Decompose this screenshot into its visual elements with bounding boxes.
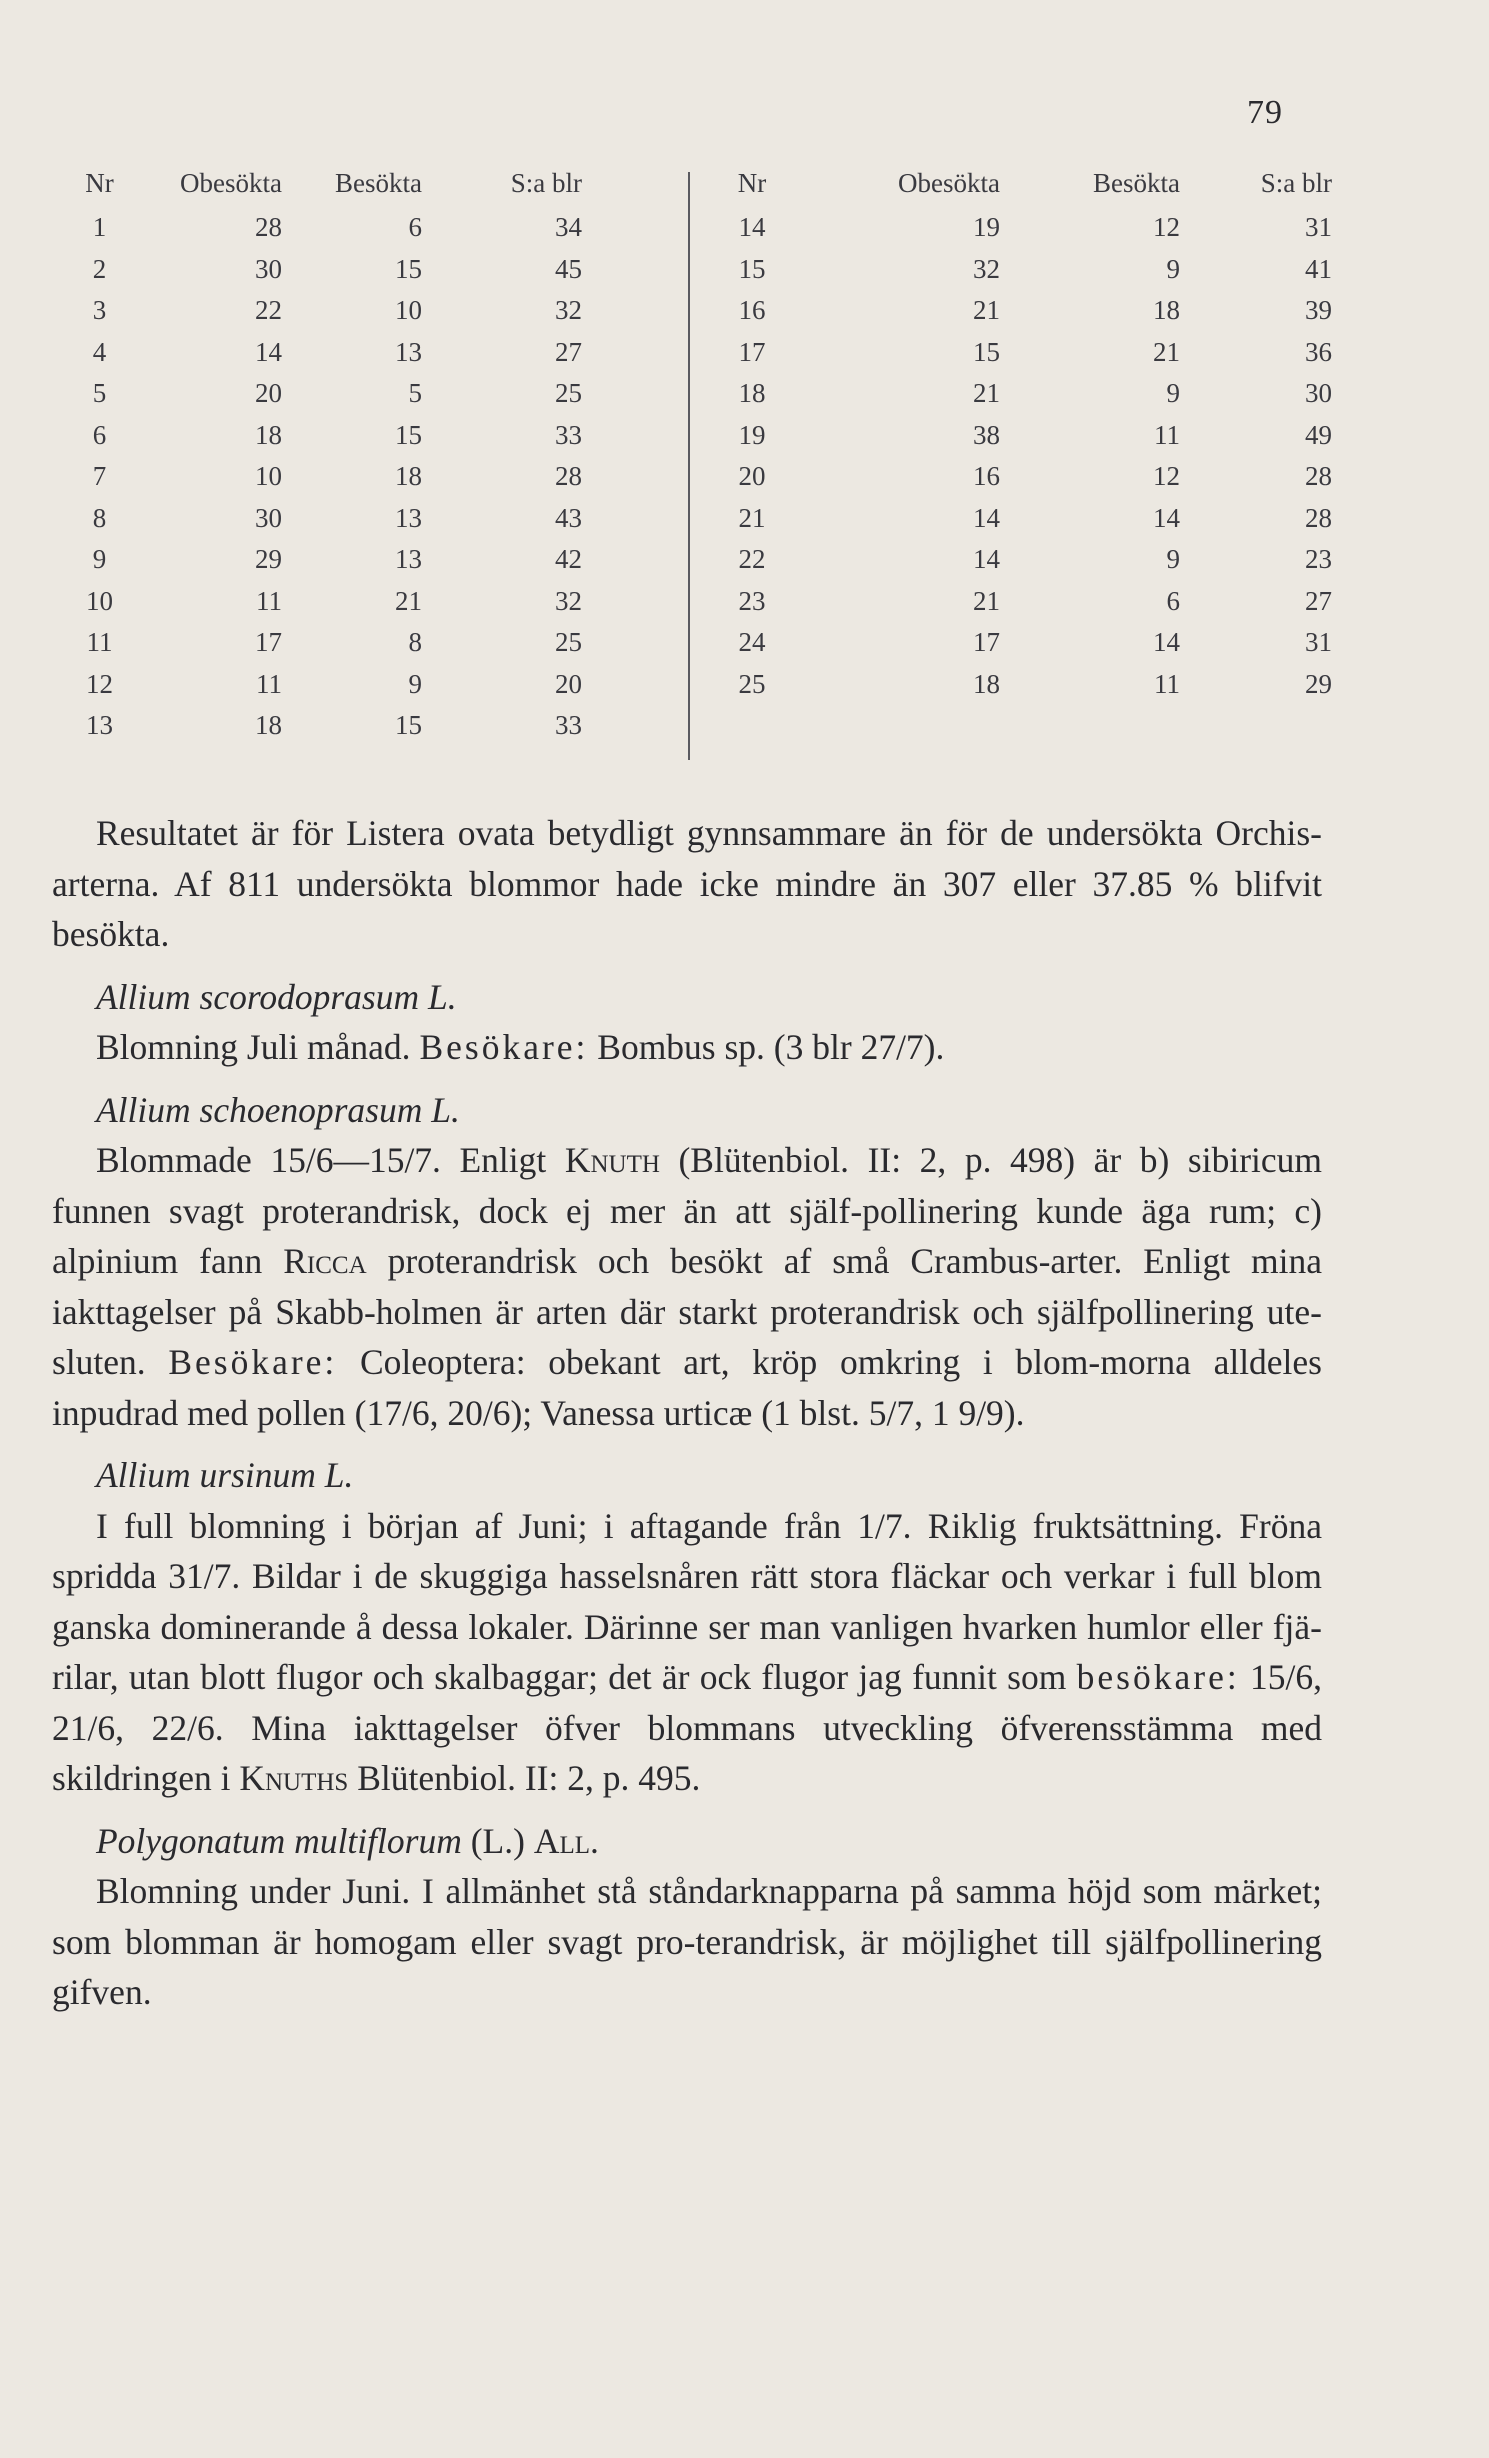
cell-nr: 1 <box>92 212 107 242</box>
cell-nr: 18 <box>738 378 766 408</box>
table-row <box>712 544 1332 586</box>
cell-total: 36 <box>1305 336 1332 367</box>
table-row <box>72 669 582 711</box>
text-segment: 15/6, 21/6, 22/6. Mina iakttagelser öfver blommans utveckling öfverensstämma med skildringen i <box>52 1657 1323 1798</box>
author-name: Ricca <box>283 1241 367 1281</box>
cell-nr: 8 <box>92 502 107 533</box>
cell-visited: 9 <box>1166 378 1180 408</box>
cell-nr: 2 <box>92 253 107 284</box>
cell-visited: 14 <box>1153 502 1180 533</box>
cell-nr: 24 <box>738 627 766 657</box>
table-row <box>72 254 582 296</box>
author-name: All. <box>533 1820 599 1861</box>
table-header-row <box>712 168 1332 212</box>
table-row <box>712 461 1332 503</box>
author-name: Knuths <box>239 1758 349 1798</box>
paragraph-allium-schoenoprasum <box>52 1135 1322 1438</box>
table-row <box>72 378 582 420</box>
cell-visited: 9 <box>1166 544 1180 574</box>
cell-unvisited: 11 <box>256 585 282 616</box>
cell-unvisited: 32 <box>973 253 1000 284</box>
cell-visited: 14 <box>1153 627 1180 657</box>
cell-visited: 13 <box>395 502 422 533</box>
cell-unvisited: 30 <box>255 253 282 284</box>
cell-unvisited: 17 <box>973 627 1000 657</box>
cell-visited: 12 <box>1153 461 1180 491</box>
cell-nr: 5 <box>92 378 107 408</box>
cell-unvisited: 16 <box>973 461 1000 491</box>
text-segment: Blomning Juli månad. <box>96 1027 411 1067</box>
table-row <box>712 503 1332 545</box>
table-header-row <box>72 168 582 212</box>
cell-nr: 11 <box>86 627 113 657</box>
cell-visited: 9 <box>1166 253 1180 284</box>
heading-allium-scorodoprasum: Allium scorodoprasum L. <box>96 976 457 1017</box>
author-abbrev: (L.) <box>470 1820 525 1861</box>
species-name: Polygonatum multiflorum <box>96 1820 462 1861</box>
table-row <box>72 420 582 462</box>
cell-nr: 23 <box>738 585 766 616</box>
cell-visited: 13 <box>395 544 422 574</box>
cell-unvisited: 19 <box>973 212 1000 242</box>
cell-nr: 10 <box>86 585 113 616</box>
text-segment: Bombus sp. (3 blr 27/7). <box>597 1027 945 1067</box>
cell-visited: 8 <box>408 627 422 657</box>
cell-unvisited: 29 <box>255 544 282 574</box>
cell-visited: 11 <box>1154 668 1180 699</box>
cell-visited: 15 <box>395 419 422 450</box>
cell-unvisited: 28 <box>255 212 282 242</box>
table-row <box>72 710 582 752</box>
col-header-total-flowers: S:a blr <box>1260 168 1332 198</box>
col-header-visited: Besökta <box>335 168 422 198</box>
cell-nr: 3 <box>92 295 107 325</box>
cell-nr: 20 <box>738 461 766 491</box>
cell-total: 32 <box>555 295 582 325</box>
cell-unvisited: 11 <box>256 668 282 699</box>
cell-total: 31 <box>1305 627 1332 657</box>
table-row <box>712 295 1332 337</box>
col-header-nr: Nr <box>737 168 767 198</box>
cell-total: 27 <box>1305 585 1332 616</box>
cell-total: 30 <box>1305 378 1332 408</box>
visitors-label: Besökare: <box>419 1027 589 1067</box>
paragraph-polygonatum: Blomning under Juni. I allmänhet stå ståndarknapparna på samma höjd som märket; som blomman är homogam eller svagt pro-terandrisk, är möjlighet till själfpollinering gifven. <box>52 1871 1322 2012</box>
body-text <box>52 808 1322 2018</box>
text-segment: Blütenbiol. II: 2, p. 495. <box>357 1758 701 1798</box>
text-segment: Coleoptera: obekant art, kröp omkring i blom-morna alldeles inpudrad med pollen (17/6, 20/6); Vanessa urticæ (1 blst. 5/7, 1 9/9). <box>52 1342 1322 1433</box>
cell-unvisited: 15 <box>973 336 1000 367</box>
cell-visited: 18 <box>1153 295 1180 325</box>
visitors-label: Besökare: <box>168 1342 338 1382</box>
heading-polygonatum <box>52 1816 1322 1867</box>
cell-nr: 6 <box>92 419 107 450</box>
cell-total: 31 <box>1305 212 1332 242</box>
cell-nr: 16 <box>738 295 766 325</box>
text-segment: proterandrisk och besökt af små Crambus-arter. Enligt mina iakttagelser på Skabb-holmen är arten där starkt proterandrisk och själfpollinering ute-sluten. <box>52 1241 1322 1382</box>
heading-allium-ursinum: Allium ursinum L. <box>96 1455 354 1495</box>
table-row <box>72 461 582 503</box>
cell-visited: 10 <box>395 295 422 325</box>
cell-unvisited: 30 <box>255 502 282 533</box>
col-header-unvisited: Obesökta <box>898 168 1000 198</box>
cell-total: 28 <box>555 461 582 491</box>
table-row <box>712 212 1332 254</box>
cell-visited: 15 <box>395 253 422 284</box>
cell-total: 41 <box>1305 253 1332 284</box>
table-row <box>712 627 1332 669</box>
cell-nr: 21 <box>738 502 766 533</box>
table-row <box>72 544 582 586</box>
table-row <box>72 337 582 379</box>
cell-total: 49 <box>1305 419 1332 450</box>
author-name: Knuth <box>564 1140 660 1180</box>
page-number: 79 <box>1247 94 1283 131</box>
cell-unvisited: 21 <box>973 585 1000 616</box>
cell-unvisited: 18 <box>255 419 282 450</box>
cell-unvisited: 14 <box>973 544 1000 574</box>
cell-total: 25 <box>555 378 582 408</box>
cell-total: 20 <box>555 668 582 699</box>
cell-unvisited: 38 <box>973 419 1000 450</box>
cell-nr: 9 <box>92 544 107 574</box>
cell-total: 34 <box>555 212 582 242</box>
cell-nr: 22 <box>738 544 766 574</box>
col-header-nr: Nr <box>85 168 114 198</box>
cell-total: 42 <box>555 544 582 574</box>
cell-unvisited: 20 <box>255 378 282 408</box>
cell-nr: 17 <box>738 336 766 367</box>
cell-total: 33 <box>555 419 582 450</box>
cell-total: 27 <box>555 336 582 367</box>
text-segment: Blommade 15/6—15/7. Enligt <box>96 1140 547 1180</box>
cell-visited: 11 <box>1154 419 1180 450</box>
table-body-left <box>72 212 582 752</box>
cell-visited: 21 <box>1153 336 1180 367</box>
text-segment: I full blomning i början af Juni; i aftagande från 1/7. Riklig fruktsättning. Fröna spridda 31/7. Bildar i de skuggiga hasselsnåren rätt stora fläckar och verkar i full blom ganska dominerande å dessa lokaler. Därinne ser man vanligen hvarken humlor eller fjä-rilar, utan blott flugor och skalbaggar; det är ock flugor jag funnit som <box>52 1505 1322 1697</box>
cell-unvisited: 10 <box>255 461 282 491</box>
cell-nr: 15 <box>738 253 766 284</box>
cell-unvisited: 21 <box>973 378 1000 408</box>
cell-total: 23 <box>1305 544 1332 574</box>
cell-visited: 12 <box>1153 212 1180 242</box>
table-row <box>712 254 1332 296</box>
cell-total: 25 <box>555 627 582 657</box>
table-row <box>72 503 582 545</box>
cell-total: 39 <box>1305 295 1332 325</box>
table-row <box>712 420 1332 462</box>
cell-unvisited: 14 <box>973 502 1000 533</box>
cell-total: 43 <box>555 502 582 533</box>
paragraph-allium-ursinum <box>52 1501 1322 1804</box>
cell-visited: 9 <box>408 668 422 699</box>
cell-nr: 25 <box>738 668 766 699</box>
cell-visited: 21 <box>395 585 422 616</box>
table-row <box>712 337 1332 379</box>
table-row <box>712 378 1332 420</box>
heading-allium-schoenoprasum: Allium schoenoprasum L. <box>96 1089 460 1130</box>
table-row <box>72 295 582 337</box>
paragraph-listera-result: Resultatet är för Listera ovata betydligt gynnsammare än för de undersökta Orchis-arterna. Af 811 undersökta blommor hade icke mindre än 307 eller 37.85 % blifvit besökta. <box>52 813 1322 954</box>
cell-total: 45 <box>555 253 582 284</box>
cell-nr: 4 <box>92 336 107 367</box>
cell-visited: 13 <box>395 336 422 367</box>
table-body-right <box>712 212 1332 710</box>
cell-total: 33 <box>555 710 582 740</box>
col-header-unvisited: Obesökta <box>180 168 282 198</box>
cell-total: 28 <box>1305 461 1332 491</box>
cell-unvisited: 18 <box>255 710 282 740</box>
col-header-total-flowers: S:a blr <box>510 168 582 198</box>
cell-unvisited: 14 <box>255 336 282 367</box>
cell-nr: 19 <box>738 419 766 450</box>
cell-unvisited: 18 <box>973 668 1000 699</box>
cell-visited: 18 <box>395 461 422 491</box>
cell-unvisited: 21 <box>973 295 1000 325</box>
table-row <box>712 586 1332 628</box>
col-header-visited: Besökta <box>1093 168 1180 198</box>
cell-nr: 13 <box>86 710 113 740</box>
cell-visited: 5 <box>408 378 422 408</box>
cell-total: 32 <box>555 585 582 616</box>
visits-table-right <box>712 168 1332 710</box>
visits-table-left <box>72 168 582 752</box>
table-row <box>72 627 582 669</box>
cell-unvisited: 17 <box>255 627 282 657</box>
text-segment: (Blütenbiol. II: 2, p. 498) är b) sibiricum funnen svagt proterandrisk, dock ej mer än att själf-pollinering kunde äga rum; c) alpinium fann <box>52 1140 1323 1281</box>
cell-nr: 14 <box>738 212 766 242</box>
cell-nr: 7 <box>92 461 107 491</box>
cell-unvisited: 22 <box>255 295 282 325</box>
cell-visited: 15 <box>395 710 422 740</box>
table-row <box>72 586 582 628</box>
cell-visited: 6 <box>408 212 422 242</box>
cell-total: 28 <box>1305 502 1332 533</box>
cell-nr: 12 <box>86 668 113 699</box>
cell-visited: 6 <box>1166 585 1180 616</box>
visitors-label: besökare: <box>1076 1657 1240 1697</box>
table-row <box>712 669 1332 711</box>
paragraph-allium-scorodoprasum <box>52 1022 1322 1073</box>
cell-total: 29 <box>1305 668 1332 699</box>
table-row <box>72 212 582 254</box>
table-divider <box>688 172 690 760</box>
